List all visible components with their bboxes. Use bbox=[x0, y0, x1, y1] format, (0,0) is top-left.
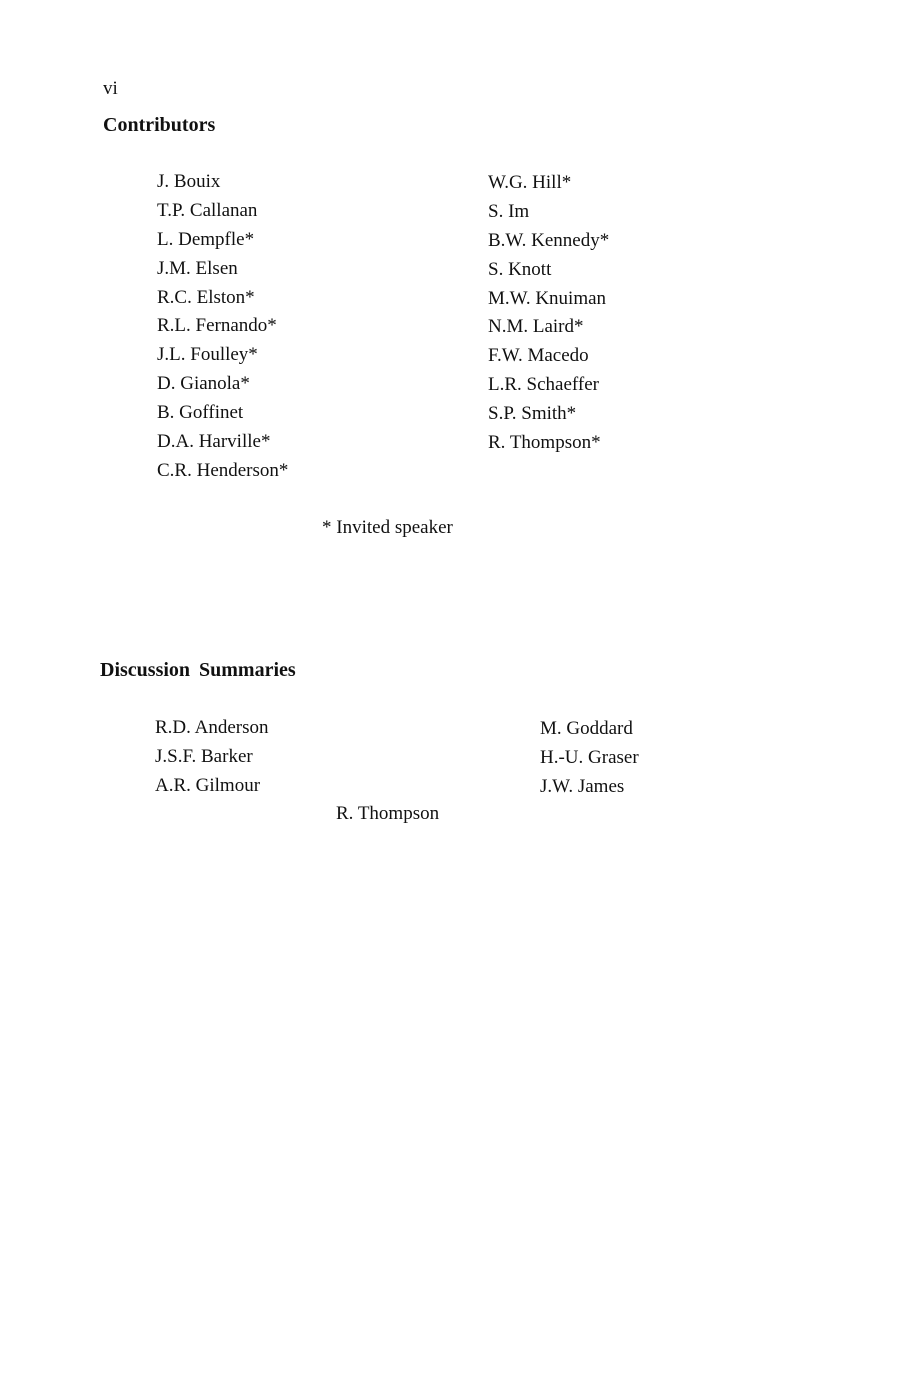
contributors-heading: Contributors bbox=[103, 114, 216, 136]
discussion-author-name: R.D. Anderson bbox=[155, 717, 269, 738]
contributor-name: D.A. Harville* bbox=[157, 431, 271, 453]
contributor-name: W.G. Hill* bbox=[488, 172, 572, 193]
discussion-author-name: M. Goddard bbox=[540, 718, 633, 739]
contributor-name: J. Bouix bbox=[157, 171, 221, 192]
contributor-name: J.M. Elsen bbox=[157, 257, 238, 279]
page-number: vi bbox=[103, 78, 118, 99]
discussion-author-name: J.W. James bbox=[540, 775, 625, 797]
discussion-author-name: H.-U. Graser bbox=[540, 746, 639, 768]
contributor-name: C.R. Henderson* bbox=[157, 459, 289, 481]
contributor-name: M.W. Knuiman bbox=[488, 287, 607, 309]
contributors-left-column bbox=[157, 168, 288, 486]
contributor-name: R.L. Fernando* bbox=[157, 315, 277, 337]
contributor-name: S.P. Smith* bbox=[488, 403, 577, 425]
contributor-name: B. Goffinet bbox=[157, 402, 244, 424]
contributor-name: S. Im bbox=[488, 200, 530, 222]
contributor-name: J.L. Foulley* bbox=[157, 344, 258, 366]
contributor-name: F.W. Macedo bbox=[488, 345, 589, 367]
contributor-name: B.W. Kennedy* bbox=[488, 229, 610, 251]
discussion-right-column bbox=[540, 715, 639, 802]
contributor-name: R.C. Elston* bbox=[157, 286, 255, 308]
contributor-name: L.R. Schaeffer bbox=[488, 374, 599, 396]
contributor-name: N.M. Laird* bbox=[488, 316, 584, 338]
discussion-author-name: A.R. Gilmour bbox=[155, 774, 261, 796]
contributor-name: D. Gianola* bbox=[157, 373, 250, 395]
contributor-name: R. Thompson* bbox=[488, 432, 601, 454]
contributor-name: L. Dempfle* bbox=[157, 228, 255, 250]
contributors-right-column bbox=[488, 169, 609, 458]
discussion-summaries-heading: Discussion Summaries bbox=[100, 659, 296, 681]
contributor-name: S. Knott bbox=[488, 258, 552, 280]
discussion-author-centered: R. Thompson bbox=[336, 803, 440, 824]
contributor-name: T.P. Callanan bbox=[157, 199, 258, 221]
discussion-author-name: J.S.F. Barker bbox=[155, 745, 253, 767]
invited-speaker-footnote: * Invited speaker bbox=[322, 517, 453, 538]
discussion-left-column bbox=[155, 714, 268, 801]
